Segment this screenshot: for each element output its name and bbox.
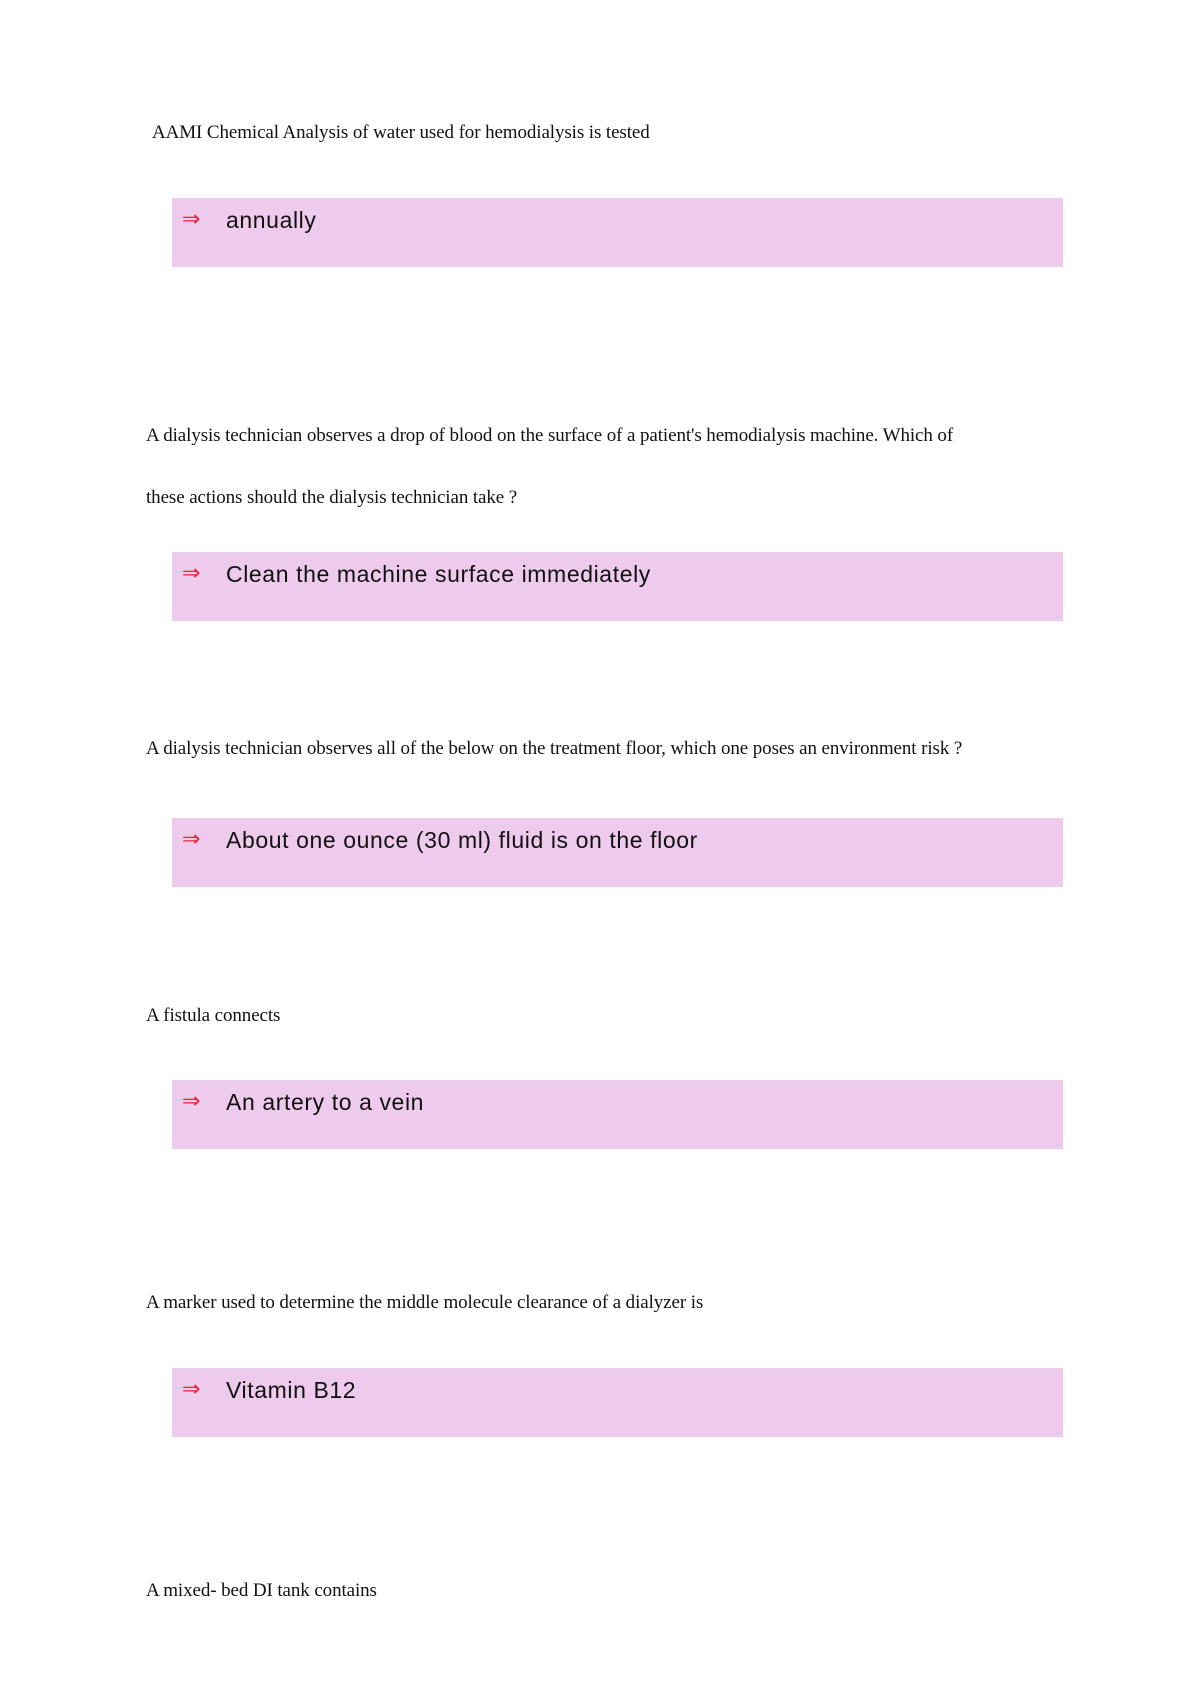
- answer-text: annually: [226, 207, 317, 233]
- question-text: A mixed- bed DI tank contains: [146, 1580, 377, 1601]
- question-4: [146, 1001, 1046, 1031]
- right-double-arrow-icon: ⇒: [182, 1377, 201, 1402]
- question-text: AAMI Chemical Analysis of water used for hemodialysis is tested: [152, 122, 650, 143]
- question-3: [146, 734, 1046, 764]
- answer-text: Clean the machine surface immediately: [226, 561, 651, 587]
- answer-text: An artery to a vein: [226, 1089, 425, 1115]
- question-text: A marker used to determine the middle molecule clearance of a dialyzer is: [146, 1292, 704, 1313]
- question-6: [146, 1576, 1046, 1606]
- question-5: [146, 1288, 1046, 1318]
- answer-box-2: [172, 552, 1063, 621]
- answer-box-1: [172, 198, 1063, 267]
- answer-text: About one ounce (30 ml) fluid is on the floor: [226, 827, 698, 853]
- question-text-line-1: A dialysis technician observes a drop of blood on the surface of a patient's hemodialysis machine. Which of: [146, 425, 954, 446]
- question-2: [146, 405, 1046, 529]
- question-1: [152, 118, 1052, 148]
- question-text-line-2: these actions should the dialysis technician take ?: [146, 487, 518, 508]
- answer-box-3: [172, 818, 1063, 887]
- question-text: A dialysis technician observes all of the below on the treatment floor, which one poses an environment risk ?: [146, 738, 963, 759]
- question-text: A fistula connects: [146, 1005, 281, 1026]
- right-double-arrow-icon: ⇒: [182, 561, 201, 586]
- answer-box-4: [172, 1080, 1063, 1149]
- answer-box-5: [172, 1368, 1063, 1437]
- right-double-arrow-icon: ⇒: [182, 1089, 201, 1114]
- answer-text: Vitamin B12: [226, 1377, 357, 1403]
- right-double-arrow-icon: ⇒: [182, 207, 201, 232]
- right-double-arrow-icon: ⇒: [182, 827, 201, 852]
